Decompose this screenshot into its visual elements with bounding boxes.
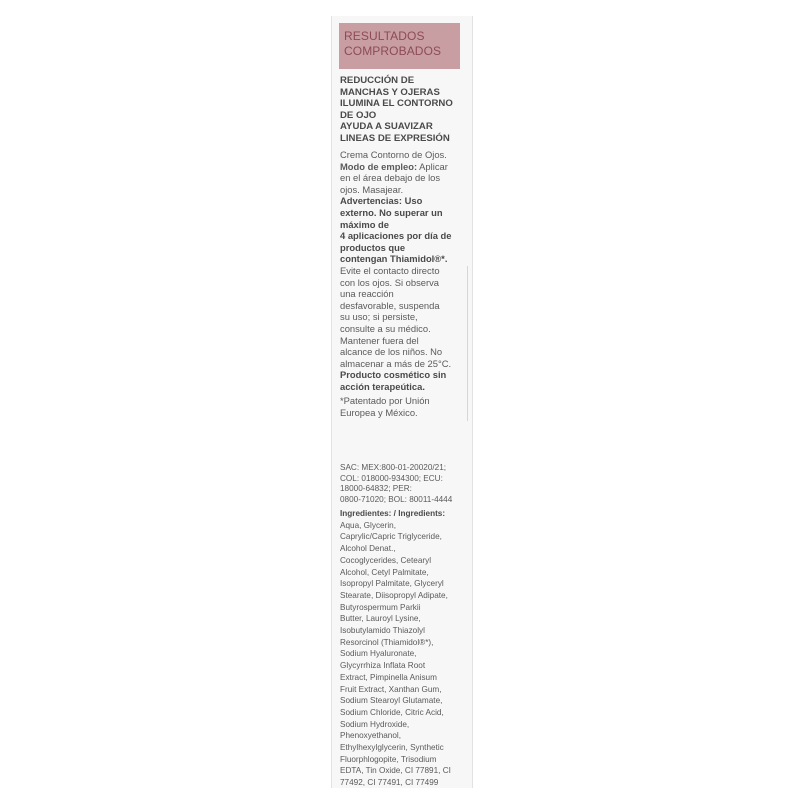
badge-line: RESULTADOS <box>344 29 425 43</box>
patent-line: *Patentado por Unión <box>340 395 430 407</box>
caution-line: con los ojos. Si observa <box>340 276 440 288</box>
customer-service-info <box>340 463 466 505</box>
usage-label: Modo de empleo: <box>340 160 418 172</box>
claim-line: MANCHAS Y OJERAS <box>340 86 440 98</box>
pink-edge-line <box>467 266 468 421</box>
ingredients-list <box>340 508 466 788</box>
ingredient-line: Sodium Chloride, Citric Acid, <box>340 707 444 717</box>
sac-line: 0800-71020; BOL: 80011-4444 <box>340 494 453 504</box>
claim-line: AYUDA A SUAVIZAR <box>340 121 433 133</box>
sac-line: 18000-64832; PER: <box>340 484 412 494</box>
sac-line: SAC: MEX:800-01-20020/21; <box>340 463 447 472</box>
cosmetic-line: acción terapeútica. <box>340 380 425 392</box>
claim-line: ILUMINA EL CONTORNO <box>340 98 453 110</box>
ingredient-line: Aqua, Glycerin, <box>340 520 396 530</box>
ingredient-line: Fluorphlogopite, Trisodium <box>340 754 437 764</box>
ingredient-line: Isopropyl Palmitate, Glyceryl <box>340 579 444 589</box>
ingredient-line: Extract, Pimpinella Anisum <box>340 672 437 682</box>
cosmetic-line: Producto cosmético sin <box>340 369 447 381</box>
product-box-side-panel <box>331 16 473 788</box>
ingredient-line: Resorcinol (Thiamidol®*), <box>340 637 434 647</box>
ingredient-line: Phenoxyethanol, <box>340 731 401 741</box>
caution-line: alcance de los niños. No <box>340 346 443 358</box>
ingredient-line: EDTA, Tin Oxide, CI 77891, CI <box>340 766 451 776</box>
warning-line: Advertencias: Uso <box>340 195 423 207</box>
claim-line: DE OJO <box>340 109 377 121</box>
claim-line: LINEAS DE EXPRESIÓN <box>340 132 450 144</box>
warning-line: externo. No superar un <box>340 206 443 218</box>
ingredient-line: 77492, CI 77491, CI 77499 <box>340 778 439 788</box>
caution-line: Mantener fuera del <box>340 334 419 346</box>
ingredient-line: Glycyrrhiza Inflata Root <box>340 661 426 671</box>
ingredient-line: Butyrospermum Parkii <box>340 602 421 612</box>
ingredient-line: Caprylic/Capric Triglyceride, <box>340 532 442 542</box>
usage-line: en el área debajo de los <box>340 172 441 184</box>
ingredient-line: Butter, Lauroyl Lysine, <box>340 614 421 624</box>
ingredient-line: Cocoglycerides, Cetearyl <box>340 555 432 565</box>
warning-line: contengan Thiamidol®*. <box>340 253 448 265</box>
caution-line: su uso; si persiste, <box>340 311 418 323</box>
ingredient-line: Alcohol Denat., <box>340 544 396 554</box>
caution-line: Evite el contacto directo <box>340 264 440 276</box>
ingredient-line: Sodium Stearoyl Glutamate, <box>340 696 443 706</box>
usage-line: ojos. Masajear. <box>340 183 404 195</box>
warning-line: 4 aplicaciones por día de <box>340 230 452 242</box>
usage-text: Aplicar <box>417 160 448 172</box>
caution-line: almacenar a más de 25°C. <box>340 357 452 369</box>
results-badge <box>339 23 460 69</box>
ingredient-line: Isobutylamido Thiazolyl <box>340 626 425 636</box>
warning-line: máximo de <box>340 218 389 230</box>
ingredients-title: Ingredientes: / Ingredients: <box>340 509 446 518</box>
patent-line: Europea y México. <box>340 407 418 419</box>
badge-line: COMPROBADOS <box>344 44 442 58</box>
ingredient-line: Ethylhexylglycerin, Synthetic <box>340 743 444 753</box>
caution-line: desfavorable, suspenda <box>340 299 440 311</box>
usage-first-line <box>340 161 466 173</box>
caution-line: una reacción <box>340 288 394 300</box>
sac-line: COL: 018000-934300; ECU: <box>340 473 443 483</box>
product-name: Crema Contorno de Ojos. <box>340 149 447 160</box>
ingredient-line: Fruit Extract, Xanthan Gum, <box>340 684 442 694</box>
claim-line: REDUCCIÓN DE <box>340 75 415 86</box>
product-description <box>340 149 466 419</box>
caution-line: consulte a su médico. <box>340 322 431 334</box>
ingredient-line: Sodium Hydroxide, <box>340 719 410 729</box>
ingredient-line: Alcohol, Cetyl Palmitate, <box>340 567 429 577</box>
ingredient-line: Stearate, Diisopropyl Adipate, <box>340 590 448 600</box>
ingredient-line: Sodium Hyaluronate, <box>340 649 417 659</box>
warning-line: productos que <box>340 241 406 253</box>
benefit-claims <box>340 75 466 145</box>
